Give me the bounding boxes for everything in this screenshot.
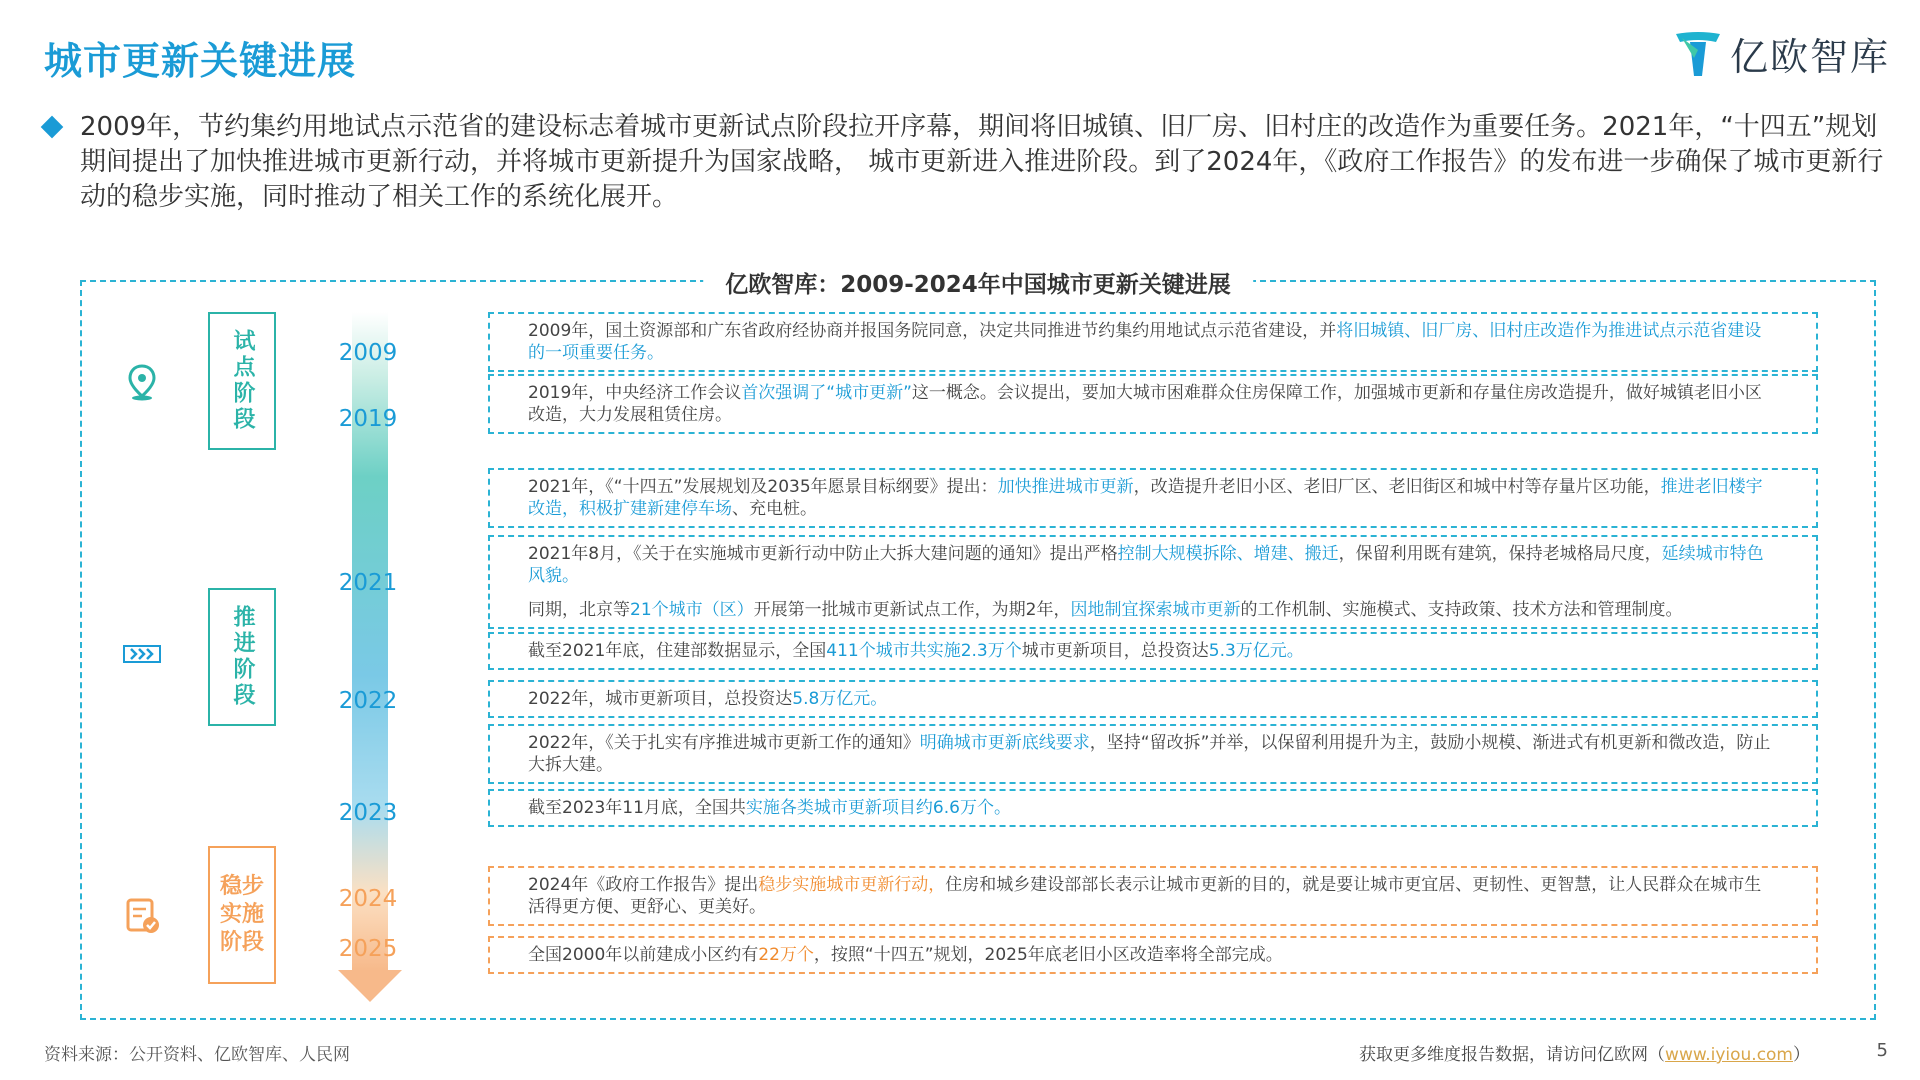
location-pin-icon — [122, 362, 162, 402]
forward-arrows-icon — [122, 634, 162, 674]
entry-paragraph — [528, 382, 1778, 426]
highlight-text: 5.8万亿元。 — [792, 689, 888, 709]
entry-text: 开展第一批城市更新试点工作，为期2年， — [753, 600, 1071, 620]
highlight-text: 控制大规模拆除、增建、搬迁 — [1117, 544, 1339, 564]
source-note: 资料来源：公开资料、亿欧智库、人民网 — [44, 1045, 350, 1065]
entry-text: 截至2023年11月底，全国共 — [528, 798, 746, 818]
year-label: 2023 — [338, 800, 398, 826]
entry-text: 住房和城乡建设部部长表示让城市更新的目的，就是要让城市更宜居、更韧性、更智慧，让人民群众在城市生活得更方便、更舒心、更美好。 — [528, 875, 1762, 917]
highlight-text: 21个城市（区） — [630, 600, 754, 620]
entry-text: 的工作机制、实施模式、支持政策、技术方法和管理制度。 — [1240, 600, 1683, 620]
timeline-entry — [488, 936, 1818, 974]
entry-paragraph — [528, 543, 1778, 587]
website-link[interactable]: www.iyiou.com — [1665, 1045, 1793, 1065]
timeline-entry — [488, 680, 1818, 718]
entry-paragraph — [528, 732, 1778, 776]
highlight-text: 延续城市特色风貌。 — [528, 544, 1764, 586]
page-number: 5 — [1876, 1040, 1888, 1061]
year-label: 2025 — [338, 936, 398, 962]
highlight-text: 实施各类城市更新项目约6.6万个。 — [745, 798, 1011, 818]
timeline-panel — [80, 272, 1876, 1020]
entry-text: 2022年，《关于扎实有序推进城市更新工作的通知》 — [528, 733, 920, 753]
entry-text: ，保留利用既有建筑，保持老城格局尺度， — [1338, 544, 1662, 564]
intro-paragraph — [44, 110, 1894, 215]
entry-text: 同期，北京等 — [528, 600, 630, 620]
timeline-entry — [488, 632, 1818, 670]
entry-text: 2022年，城市更新项目，总投资达 — [528, 689, 793, 709]
timeline-entry — [488, 468, 1818, 528]
timeline-arrow-head — [338, 970, 402, 1002]
entry-paragraph — [528, 476, 1778, 520]
entry-paragraph — [528, 320, 1778, 364]
timeline-entry — [488, 312, 1818, 372]
entry-text: 、充电桩。 — [732, 499, 817, 519]
highlight-text: 5.3万亿元。 — [1208, 641, 1304, 661]
entry-text: 城市更新项目，总投资达 — [1021, 641, 1209, 661]
entry-paragraph — [528, 688, 1778, 710]
entry-text: 2019年，中央经济工作会议 — [528, 383, 742, 403]
highlight-text: 411个城市共实施2.3万个 — [826, 641, 1022, 661]
timeline-entry — [488, 724, 1818, 784]
panel-title: 亿欧智库：2009-2024年中国城市更新关键进展 — [703, 266, 1253, 299]
highlight-text: 22万个 — [758, 945, 814, 965]
intro-text: 2009年，节约集约用地试点示范省的建设标志着城市更新试点阶段拉开序幕，期间将旧城镇、旧厂房、旧村庄的改造作为重要任务。2021年，“十四五”规划期间提出了加快推进城市更新行动，并将城市更新提升为国家战略， 城市更新进入推进阶段。到了2024年，《政府工作报告》的发布进一步确保了城市更新行动的稳步实施，同时推动了相关工作的系统化展开。 — [80, 112, 1884, 212]
entry-paragraph — [528, 944, 1778, 966]
stage-label-pilot: 试点阶段 — [208, 312, 276, 450]
cta-suffix: ） — [1793, 1045, 1810, 1065]
year-label: 2021 — [338, 570, 398, 596]
entry-paragraph — [528, 640, 1778, 662]
year-label: 2009 — [338, 340, 398, 366]
entry-text: ，坚持“留改拆”并举，以保留利用提升为主，鼓励小规模、渐进式有机更新和微改造，防止大拆大建。 — [528, 733, 1771, 775]
entry-paragraph — [528, 797, 1778, 819]
entry-text: ，改造提升老旧小区、老旧厂区、老旧街区和城中村等存量片区功能， — [1133, 477, 1661, 497]
highlight-text: 稳步实施城市更新行动， — [758, 875, 946, 895]
timeline-entry — [488, 789, 1818, 827]
page-title: 城市更新关键进展 — [44, 39, 357, 83]
diamond-bullet-icon — [41, 116, 64, 139]
document-check-icon — [122, 896, 162, 936]
cta-prefix: 获取更多维度报告数据，请访问亿欧网（ — [1359, 1045, 1666, 1065]
highlight-text: 因地制宜探索城市更新 — [1070, 600, 1241, 620]
entry-text: ，按照“十四五”规划，2025年底老旧小区改造率将全部完成。 — [813, 945, 1283, 965]
entry-text: 全国2000年以前建成小区约有 — [528, 945, 759, 965]
entry-text: 2024年《政府工作报告》提出 — [528, 875, 759, 895]
stage-label-steady: 稳步实施阶段 — [208, 846, 276, 984]
timeline-entry — [488, 374, 1818, 434]
entry-paragraph — [528, 599, 1778, 621]
timeline-entry — [488, 866, 1818, 926]
entry-text: 截至2021年底，住建部数据显示，全国 — [528, 641, 827, 661]
highlight-text: 推进老旧楼宇改造，积极扩建新建停车场 — [528, 477, 1763, 519]
highlight-text: 明确城市更新底线要求 — [919, 733, 1090, 753]
highlight-text: 将旧城镇、旧厂房、旧村庄改造作为推进试点示范省建设的一项重要任务。 — [528, 321, 1762, 363]
timeline-entry — [488, 535, 1818, 629]
year-label: 2022 — [338, 688, 398, 714]
entry-text: 这一概念。会议提出，要加大城市困难群众住房保障工作，加强城市更新和存量住房改造提升，做好城镇老旧小区改造，大力发展租赁住房。 — [528, 383, 1762, 425]
stage-label-advance: 推进阶段 — [208, 588, 276, 726]
brand-logo — [1672, 26, 1890, 81]
brand-name: 亿欧智库 — [1729, 35, 1890, 79]
highlight-text: 首次强调了“城市更新” — [741, 383, 912, 403]
brand-logo-icon — [1672, 28, 1724, 80]
year-label: 2024 — [338, 886, 398, 912]
entry-text: 2009年，国土资源部和广东省政府经协商并报国务院同意，决定共同推进节约集约用地试点示范省建设，并 — [528, 321, 1337, 341]
entry-paragraph — [528, 874, 1778, 918]
cta-note — [1359, 1040, 1810, 1065]
year-label: 2019 — [338, 406, 398, 432]
entry-text: 2021年，《“十四五”发展规划及2035年愿景目标纲要》提出： — [528, 477, 998, 497]
highlight-text: 加快推进城市更新 — [997, 477, 1134, 497]
entry-text: 2021年8月，《关于在实施城市更新行动中防止大拆大建问题的通知》提出严格 — [528, 544, 1118, 564]
